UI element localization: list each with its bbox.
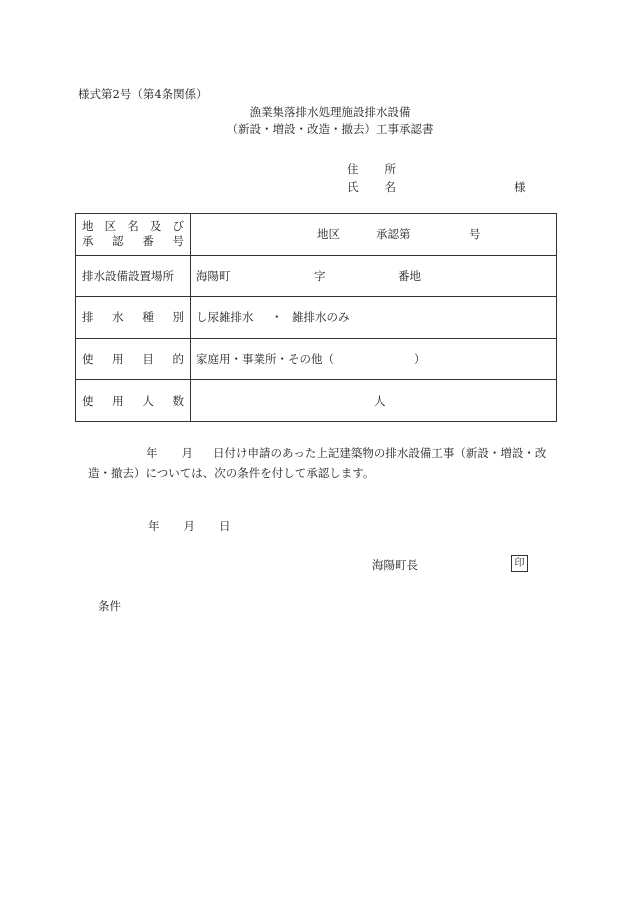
row-label-purpose bbox=[76, 338, 191, 380]
type-option-b: 雑排水のみ bbox=[292, 310, 350, 325]
table-row bbox=[76, 255, 557, 297]
location-value bbox=[191, 255, 557, 297]
conditions-label: 条件 bbox=[98, 599, 121, 613]
label-char: 認 bbox=[112, 234, 124, 249]
honorific-sama: 様 bbox=[514, 180, 526, 194]
purpose-value bbox=[191, 338, 557, 380]
district-text: 地区 bbox=[317, 227, 340, 242]
label-char: 区 bbox=[104, 219, 117, 234]
table-row bbox=[76, 214, 557, 256]
row-label-drainage-type bbox=[76, 297, 191, 339]
label-char: 番 bbox=[142, 234, 154, 249]
label-text: 排水設備設置場所 bbox=[82, 268, 174, 283]
approval-statement-line1 bbox=[88, 445, 546, 461]
document-title-line2: （新設・増設・改造・撤去）工事承認書 bbox=[226, 122, 434, 136]
document-title-line1: 漁業集落排水処理施設排水設備 bbox=[249, 105, 411, 119]
label-char: 的 bbox=[172, 352, 184, 367]
label-char: 号 bbox=[172, 234, 184, 249]
users-value bbox=[191, 380, 557, 422]
statement-month: 月 bbox=[181, 446, 193, 460]
number-suffix: 号 bbox=[469, 227, 481, 242]
label-char: 地 bbox=[82, 219, 94, 234]
label-char: 排 bbox=[82, 310, 94, 325]
type-separator: ・ bbox=[271, 310, 283, 325]
application-table bbox=[75, 213, 557, 422]
label-char: 用 bbox=[112, 352, 124, 367]
label-char: 承 bbox=[82, 234, 94, 249]
approval-date bbox=[148, 518, 231, 534]
label-char: 別 bbox=[172, 310, 184, 325]
row-label-users bbox=[76, 380, 191, 422]
label-char: び bbox=[172, 219, 184, 234]
aza-text: 字 bbox=[314, 268, 326, 283]
purpose-close-paren: ） bbox=[414, 352, 426, 367]
date-year: 年 bbox=[148, 519, 160, 533]
statement-year: 年 bbox=[146, 446, 158, 460]
label-char: 水 bbox=[112, 310, 124, 325]
label-line-2 bbox=[82, 234, 184, 249]
date-month: 月 bbox=[183, 519, 195, 533]
approval-text: 承認第 bbox=[376, 227, 411, 242]
label-char: 種 bbox=[142, 310, 154, 325]
name-label: 氏名 bbox=[347, 180, 422, 194]
label-char: 人 bbox=[142, 393, 154, 408]
label-line-1 bbox=[82, 219, 184, 234]
label-char: 名 bbox=[127, 219, 139, 234]
label-char: 目 bbox=[142, 352, 154, 367]
label-char: 用 bbox=[112, 393, 124, 408]
purpose-text: 家庭用・事業所・その他（ bbox=[196, 352, 334, 367]
row-label-location bbox=[76, 255, 191, 297]
town-text: 海陽町 bbox=[196, 268, 231, 283]
address-label: 住所 bbox=[347, 162, 422, 176]
table-row bbox=[76, 380, 557, 422]
label-char: 数 bbox=[172, 393, 184, 408]
table-row bbox=[76, 297, 557, 339]
label-char: 及 bbox=[149, 219, 162, 234]
table-row bbox=[76, 338, 557, 380]
approval-statement-line2: 造・撤去）については、次の条件を付して承認します。 bbox=[88, 466, 375, 480]
drainage-type-value bbox=[191, 297, 557, 339]
users-unit: 人 bbox=[374, 393, 386, 408]
type-option-a: し尿雑排水 bbox=[196, 310, 254, 325]
issuer-mayor: 海陽町長 bbox=[372, 558, 418, 572]
form-number: 様式第2号（第4条関係） bbox=[78, 87, 208, 101]
row-label-district-approval bbox=[76, 214, 191, 256]
statement-text: 日付け申請のあった上記建築物の排水設備工事（新設・増設・改 bbox=[213, 446, 547, 460]
banchi-text: 番地 bbox=[398, 268, 421, 283]
seal-mark: 印 bbox=[511, 555, 528, 572]
date-day: 日 bbox=[219, 519, 231, 533]
label-char: 使 bbox=[82, 393, 94, 408]
label-char: 使 bbox=[82, 352, 94, 367]
district-approval-value bbox=[191, 214, 557, 256]
